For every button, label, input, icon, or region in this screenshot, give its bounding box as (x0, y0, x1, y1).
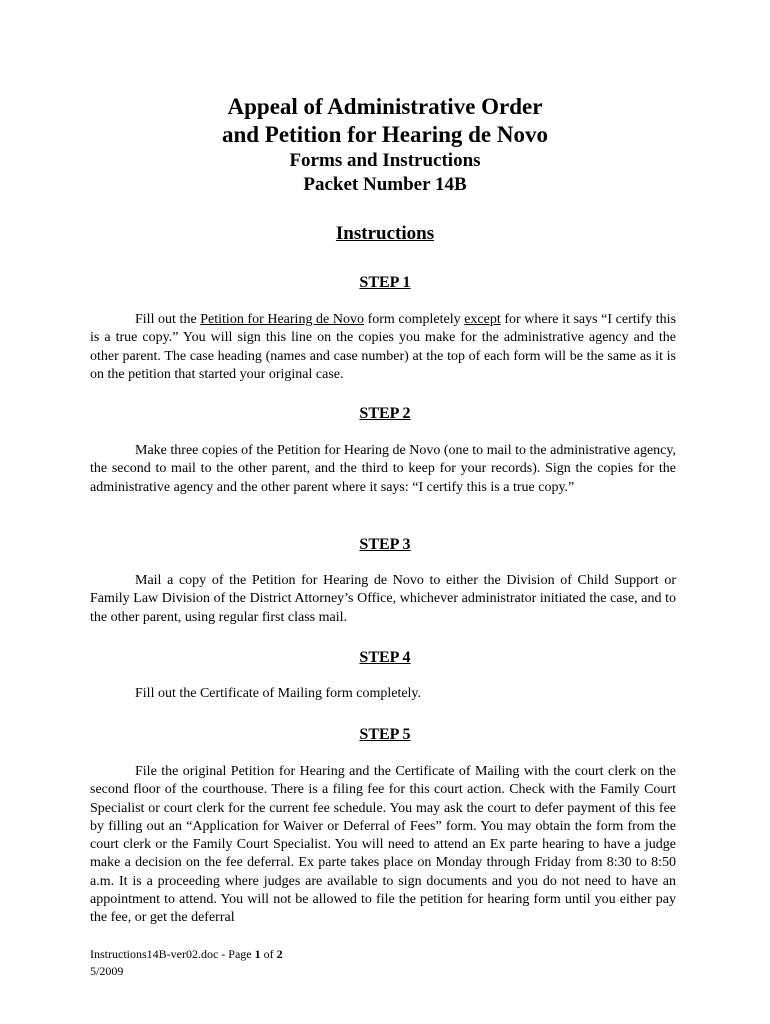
step-5-paragraph: File the original Petition for Hearing and the Certificate of Mailing with the court clerk on the second floor of the courthouse. There is a filing fee for this court action. Check with the Family Court Specialist or court clerk for the current fee schedule. You may ask the court to defer payment of this fee by filling out an “Application for Waiver or Deferral of Fees” form. You may obtain the form from the court clerk or the Family Court Specialist. You will need to attend an Ex parte hearing to have a judge make a decision on the fee deferral. Ex parte takes place on Monday through Friday from 8:30 to 8:50 a.m. It is a proceeding where judges are available to sign documents and you do not need to have an appointment to attend. You will not be allowed to file the petition for hearing form until you either pay the fee, or get the deferral (90, 764, 676, 926)
step-3-heading: STEP 3 (359, 536, 411, 553)
instructions-heading: Instructions (335, 223, 435, 244)
document-title-line-1: Appeal of Administrative Order (227, 94, 543, 119)
page-footer (90, 946, 283, 980)
document-subtitle-line-1: Forms and Instructions (289, 150, 481, 171)
footer-page-info (90, 946, 283, 963)
step-4-paragraph: Fill out the Certificate of Mailing form completely. (135, 686, 422, 701)
step-1-paragraph (90, 311, 676, 384)
footer-date: 5/2009 (90, 964, 124, 978)
document-title-line-2: and Petition for Hearing de Novo (221, 122, 549, 147)
step-1-text-a: Fill out the (135, 312, 201, 327)
step-3-paragraph: Mail a copy of the Petition for Hearing de Novo to either the Division of Child Support or Family Law Division of the District Attorney’s Office, whichever administrator initiated the case, and to the other parent, using regular first class mail. (90, 573, 676, 625)
footer-doc-name: Instructions14B-ver02.doc - Page (90, 947, 255, 961)
step-1-heading: STEP 1 (359, 274, 411, 291)
step-4-heading: STEP 4 (359, 649, 411, 666)
step-2-heading: STEP 2 (359, 405, 411, 422)
except-emphasis: except (464, 312, 501, 327)
step-2-paragraph: Make three copies of the Petition for Hearing de Novo (one to mail to the administrative agency, the second to mail to the other parent, and the third to keep for your records). Sign the copies for the administrative agency and the other parent where it says: “I certify this is a true copy.” (90, 443, 676, 495)
footer-page-number: 1 (254, 947, 261, 961)
document-subtitle-line-2: Packet Number 14B (303, 174, 467, 195)
footer-page-total: 2 (276, 947, 283, 961)
step-1-text-c: for where it says “I certify this is a true copy.” You will sign this line on the copies you make for the administrative agency and the other parent. The case heading (names and case number) at the top of each form will be the same as it is on the petition that started your original case. (90, 312, 677, 382)
petition-form-reference: Petition for Hearing de Novo (200, 312, 364, 327)
step-1-text-b: form completely (363, 312, 465, 327)
footer-of-text: of (260, 947, 277, 961)
step-5-heading: STEP 5 (359, 726, 411, 743)
